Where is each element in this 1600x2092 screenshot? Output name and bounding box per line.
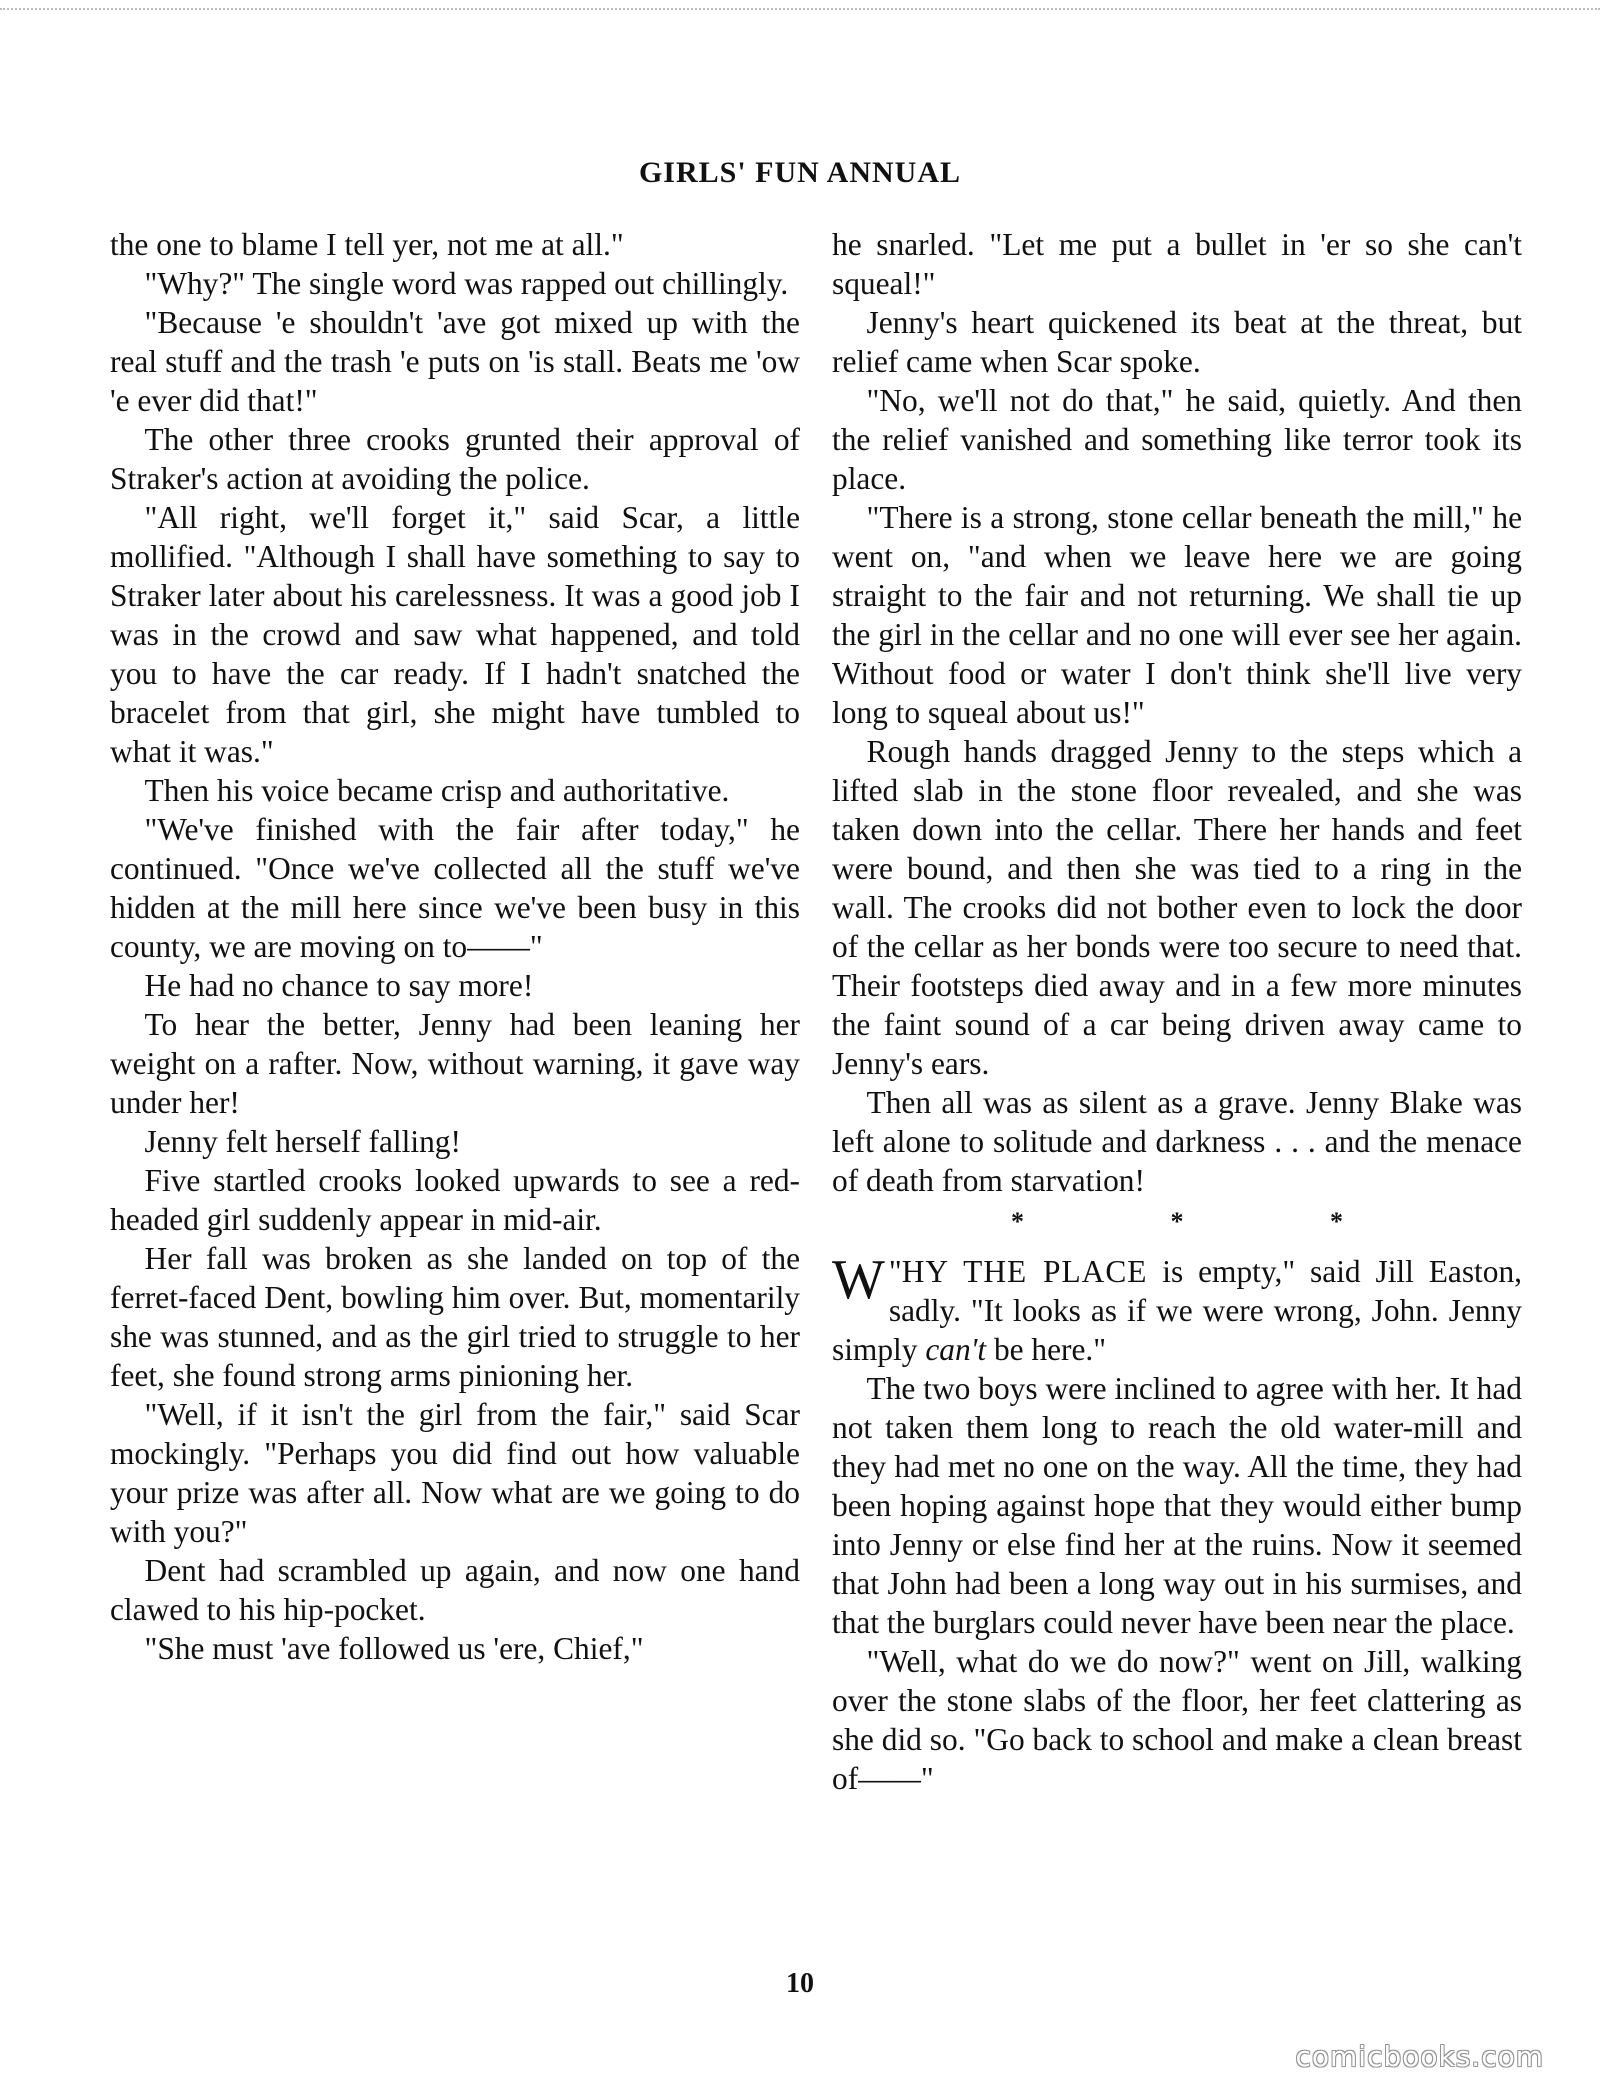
dropcap-tail: be here." — [986, 1332, 1107, 1367]
left-paragraph: Dent had scrambled up again, and now one hand clawed to his hip-pocket. — [110, 1553, 800, 1627]
drop-cap-letter: W — [832, 1249, 885, 1311]
left-paragraph: Five startled crooks looked upwards to see a red-headed girl suddenly appear in mid-air. — [110, 1163, 800, 1237]
left-paragraph: "Because 'e shouldn't 'ave got mixed up with the real stuff and the trash 'e puts on 'is stall. Beats me 'ow 'e ever did that!" — [110, 305, 800, 418]
right-paragraph: Jenny's heart quickened its beat at the threat, but relief came when Scar spoke. — [832, 305, 1522, 379]
left-paragraph: Her fall was broken as she landed on top of the ferret-faced Dent, bowling him over. But, momentarily she was stunned, and as the girl tried to struggle to her feet, she found strong arms pinioning her. — [110, 1241, 800, 1393]
emphasis-text: can't — [925, 1332, 987, 1367]
page-number: 10 — [786, 1968, 814, 1999]
left-paragraph: "She must 'ave followed us 'ere, Chief," — [144, 1631, 644, 1666]
opening-quote: " — [888, 1254, 902, 1289]
dropcap-paragraph — [832, 1249, 1522, 1369]
left-paragraph: To hear the better, Jenny had been leaning her weight on a rafter. Now, without warning, it gave way under her! — [110, 1007, 800, 1120]
left-paragraph: The other three crooks grunted their approval of Straker's action at avoiding the police. — [110, 422, 800, 496]
dropcap-text: is empty," said Jill Easton, sadly. "It looks as if we were wrong, John. Jenny simply — [832, 1254, 1522, 1367]
section-separator: * * * — [1011, 1207, 1413, 1236]
left-paragraph: Jenny felt herself falling! — [144, 1124, 461, 1159]
top-edge-rule — [0, 0, 1600, 10]
right-paragraph: he snarled. "Let me put a bullet in 'er so she can't squeal!" — [832, 227, 1522, 301]
right-paragraph: Then all was as silent as a grave. Jenny Blake was left alone to solitude and darkness . . . and the menace of death from starvation! — [832, 1085, 1522, 1198]
left-paragraph: Then his voice became crisp and authoritative. — [144, 773, 730, 808]
left-paragraph: the one to blame I tell yer, not me at all." — [110, 227, 624, 262]
left-paragraph: "Why?" The single word was rapped out chillingly. — [144, 266, 789, 301]
left-paragraph: "Well, if it isn't the girl from the fair," said Scar mockingly. "Perhaps you did find out how valuable your prize was after all. Now what are we going to do with you?" — [110, 1397, 800, 1549]
right-paragraph: "No, we'll not do that," he said, quietly. And then the relief vanished and something like terror took its place. — [832, 383, 1522, 496]
right-paragraph: The two boys were inclined to agree with her. It had not taken them long to reach the old water-mill and they had met no one on the way. All the time, they had been hoping against hope that they would either bump into Jenny or else find her at the ruins. Now it seemed that John had been a long way out in his surmises, and that the burglars could never have been near the place. — [832, 1371, 1522, 1640]
left-paragraph: "We've finished with the fair after today," he continued. "Once we've collected all the stuff we've hidden at the mill here since we've been busy in this county, we are moving on to——" — [110, 812, 800, 964]
right-paragraph: "Well, what do we do now?" went on Jill, walking over the stone slabs of the floor, her feet clattering as she did so. "Go back to school and make a clean breast of——" — [832, 1644, 1522, 1796]
left-paragraph: He had no chance to say more! — [144, 968, 534, 1003]
watermark: comicbooks.com — [1295, 2040, 1544, 2073]
small-caps-lead: HY THE PLACE — [901, 1254, 1148, 1289]
right-column — [832, 225, 1522, 1798]
right-paragraph: "There is a strong, stone cellar beneath the mill," he went on, "and when we leave here we are going straight to the fair and not returning. We shall tie up the girl in the cellar and no one will ever see her again. Without food or water I don't think she'll live very long to squeal about us!" — [832, 500, 1522, 730]
page-header: GIRLS' FUN ANNUAL — [638, 156, 962, 189]
right-paragraph: Rough hands dragged Jenny to the steps which a lifted slab in the stone floor revealed, and she was taken down into the cellar. There her hands and feet were bound, and then she was tied to a ring in the wall. The crooks did not bother even to lock the door of the cellar as her bonds were too secure to need that. Their footsteps died away and in a few more minutes the faint sound of a car being driven away came to Jenny's ears. — [832, 734, 1522, 1081]
left-column — [110, 225, 800, 1668]
left-paragraph: "All right, we'll forget it," said Scar, a little mollified. "Although I shall have something to say to Straker later about his carelessness. It was a good job I was in the crowd and saw what happened, and told you to have the car ready. If I hadn't snatched the bracelet from that girl, she might have tumbled to what it was." — [110, 500, 800, 769]
